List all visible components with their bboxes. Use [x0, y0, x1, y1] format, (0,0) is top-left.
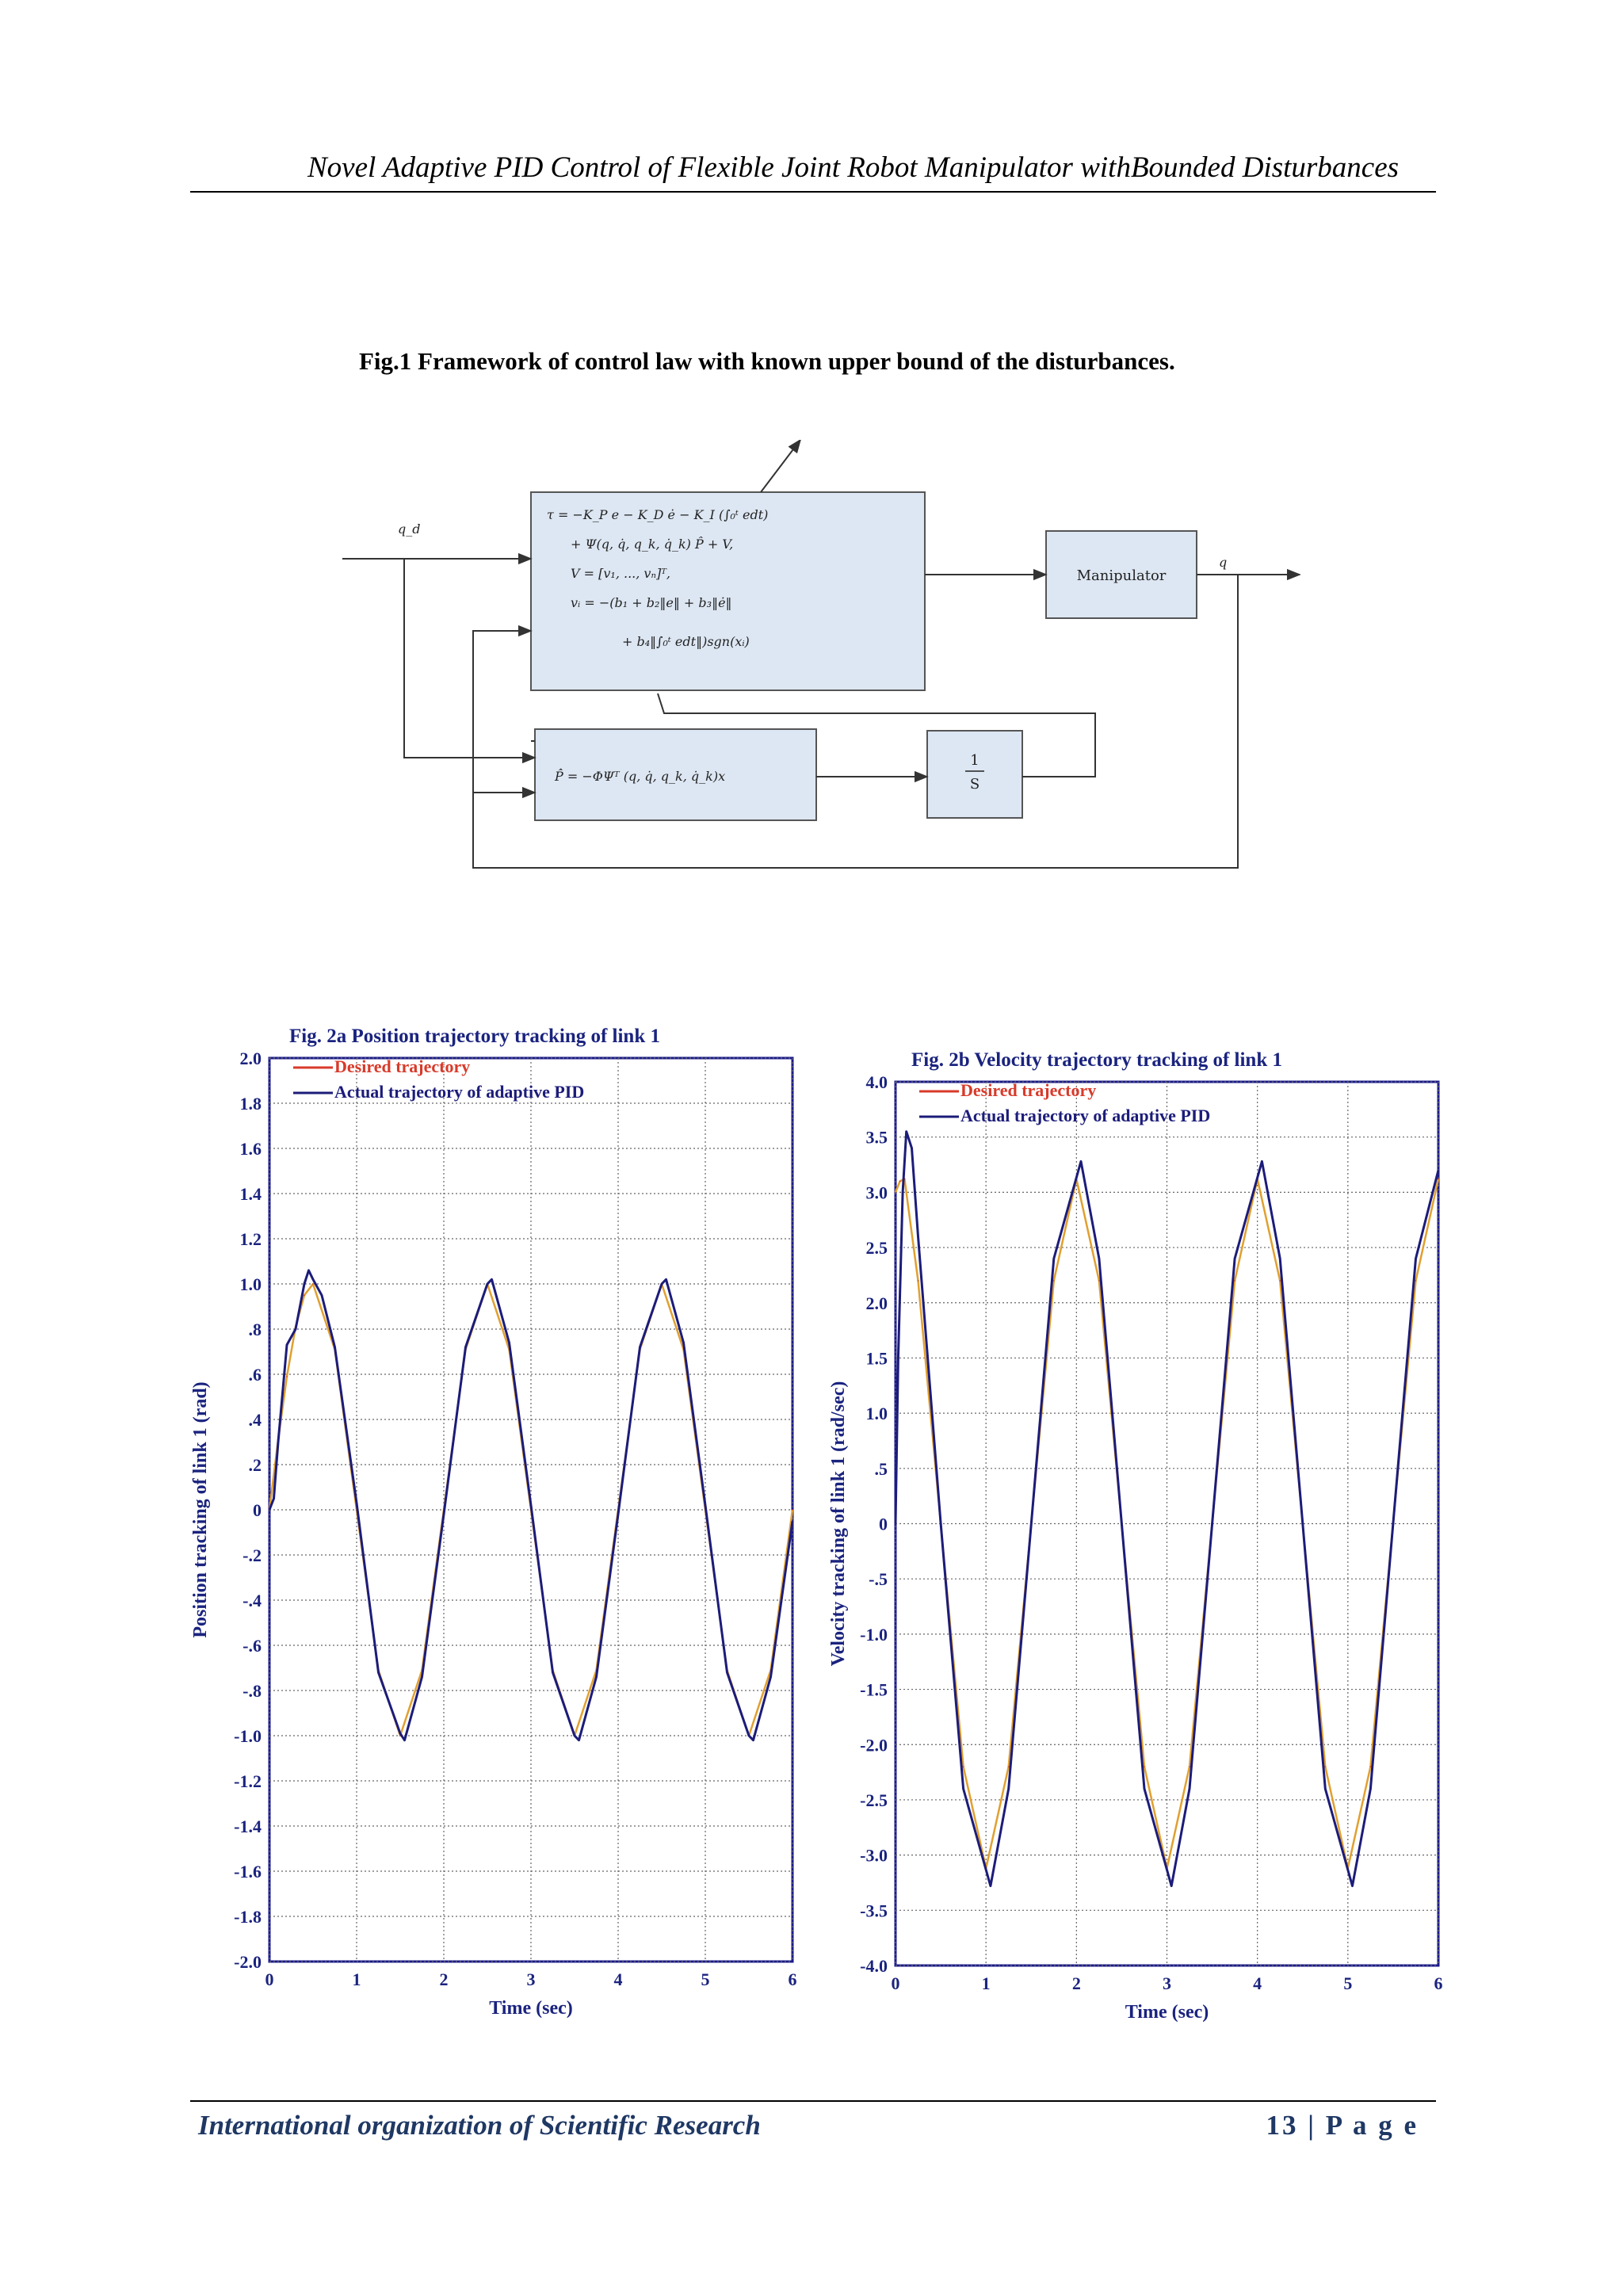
data-point: [705, 1505, 706, 1507]
output-feedback-controller: [473, 631, 531, 793]
data-point: [1279, 1280, 1281, 1282]
legend-label: Desired trajectory: [960, 1080, 1097, 1100]
x-tick-label: 0: [265, 1969, 274, 1989]
x-tick-label: 4: [613, 1969, 623, 1989]
x-tick-label: 2: [439, 1969, 449, 1989]
y-tick-label: -4.0: [860, 1956, 888, 1976]
controller-line-2: + Ψ(q, q̇, q_k, q̇_k) P̂ + V,: [571, 537, 734, 552]
data-point: [727, 1671, 728, 1673]
data-point: [1212, 1523, 1213, 1525]
x-tick-label: 6: [788, 1969, 797, 1989]
data-point: [1008, 1788, 1010, 1790]
y-tick-label: -3.0: [860, 1845, 888, 1866]
data-point: [308, 1270, 310, 1271]
data-point: [304, 1283, 305, 1285]
data-point: [321, 1294, 323, 1296]
data-point: [1415, 1258, 1417, 1259]
data-point: [1370, 1766, 1372, 1767]
data-point: [1324, 1766, 1326, 1767]
data-point: [898, 1358, 899, 1359]
integrator-denominator: S: [969, 776, 980, 793]
data-point: [792, 1520, 793, 1522]
data-point: [552, 1671, 554, 1673]
integrator-block: [927, 731, 1022, 818]
y-tick-label: 1.2: [239, 1229, 262, 1249]
y-tick-label: -.4: [242, 1591, 262, 1610]
integrator-numerator: 1: [970, 752, 980, 769]
data-point: [269, 1509, 270, 1511]
data-point: [1098, 1258, 1100, 1259]
data-point: [753, 1740, 754, 1741]
running-header-title: Novel Adaptive PID Control of Flexible Joint Robot Manipulator withBounded Disturbances: [307, 151, 1400, 184]
y-tick-label: -1.5: [860, 1679, 888, 1700]
data-point: [666, 1279, 667, 1281]
x-tick-label: 2: [1071, 1973, 1081, 1993]
y-tick-label: .2: [248, 1455, 262, 1475]
data-point: [273, 1498, 275, 1499]
figure1-caption: Fig.1 Framework of control law with known upper bound of the disturbances.: [359, 347, 1175, 375]
data-point: [918, 1280, 919, 1282]
x-tick-label: 5: [1343, 1973, 1353, 1993]
data-point: [1262, 1161, 1263, 1163]
y-tick-label: 4.0: [865, 1072, 888, 1092]
y-tick-label: 2.5: [865, 1238, 888, 1259]
data-point: [286, 1344, 288, 1346]
data-point: [902, 1192, 903, 1194]
y-tick-label: .4: [248, 1410, 262, 1430]
data-point: [940, 1523, 941, 1525]
x-tick-label: 3: [526, 1969, 536, 1989]
y-tick-label: -1.0: [860, 1624, 888, 1645]
data-point: [1098, 1280, 1100, 1282]
data-point: [404, 1740, 406, 1741]
data-point: [487, 1283, 488, 1285]
y-tick-label: 1.4: [239, 1184, 262, 1204]
y-tick-label: -.5: [869, 1569, 888, 1590]
data-point: [1234, 1280, 1235, 1282]
data-point: [683, 1342, 685, 1343]
data-point: [1008, 1766, 1010, 1767]
data-point: [312, 1283, 314, 1285]
x-tick-label: 1: [352, 1969, 361, 1989]
data-point: [640, 1347, 641, 1348]
y-tick-label: 1.0: [865, 1404, 888, 1424]
data-point: [1189, 1788, 1190, 1790]
controller-line-4: vᵢ = −(b₁ + b₂‖e‖ + b₃‖ė‖: [571, 595, 732, 610]
x-axis-label: Time (sec): [1125, 2002, 1209, 2023]
data-point: [1144, 1788, 1145, 1790]
data-point: [918, 1236, 919, 1237]
data-point: [1144, 1766, 1145, 1767]
input-label: q_d: [398, 521, 421, 537]
data-point: [895, 1192, 896, 1194]
data-point: [899, 1181, 901, 1182]
data-point: [579, 1740, 580, 1741]
y-tick-label: -1.4: [234, 1817, 262, 1836]
data-point: [465, 1347, 467, 1348]
data-point: [286, 1376, 288, 1377]
y-tick-label: 0: [879, 1514, 888, 1534]
data-point: [399, 1733, 401, 1734]
y-axis-label: Position tracking of link 1 (rad): [190, 1381, 211, 1638]
data-point: [295, 1328, 296, 1330]
data-point: [312, 1279, 314, 1281]
y-tick-label: 3.5: [865, 1127, 888, 1148]
y-tick-label: 1.5: [865, 1348, 888, 1369]
data-point: [895, 1523, 896, 1525]
data-point: [277, 1442, 279, 1443]
data-point: [1053, 1280, 1055, 1282]
data-point: [422, 1676, 423, 1678]
controller-line-3: V = [v₁, ..., vₙ]ᵀ,: [571, 566, 670, 581]
footer-page-number: 13 | P a g e: [1266, 2110, 1419, 2141]
y-tick-label: .6: [248, 1365, 262, 1385]
adaptation-law: P̂̇ = −ΦΨᵀ (q, q̇, q_k, q̇_k)x: [555, 769, 726, 784]
output-label: q: [1219, 555, 1228, 570]
data-point: [491, 1279, 493, 1281]
y-tick-label: 1.8: [239, 1094, 262, 1114]
data-point: [617, 1514, 619, 1515]
data-point: [304, 1294, 305, 1296]
data-point: [990, 1885, 991, 1887]
qd-to-adaptation: [404, 559, 535, 758]
data-point: [911, 1148, 913, 1149]
y-tick-label: -1.6: [234, 1862, 262, 1881]
y-tick-label: -2.5: [860, 1790, 888, 1810]
data-point: [1121, 1523, 1123, 1525]
data-point: [1279, 1258, 1281, 1259]
y-tick-label: .8: [248, 1320, 262, 1339]
x-tick-label: 0: [891, 1973, 900, 1993]
y-tick-label: -3.5: [860, 1901, 888, 1921]
footer-publisher: International organization of Scientific Research: [198, 2110, 761, 2141]
legend-label: Desired trajectory: [334, 1056, 471, 1076]
data-point: [770, 1676, 772, 1678]
chart-position-tracking: [182, 1018, 800, 2045]
chart-title: Fig. 2b Velocity trajectory tracking of link 1: [911, 1049, 1282, 1071]
x-tick-label: 3: [1163, 1973, 1171, 1993]
data-point: [748, 1735, 750, 1736]
data-point: [1324, 1788, 1326, 1790]
data-point: [1080, 1161, 1082, 1163]
y-tick-label: 0: [253, 1500, 262, 1520]
controller-line-1: τ = −K_P e − K_D ė − K_I (∫₀ᵗ edt): [547, 507, 769, 522]
footer-rule: [190, 2100, 1436, 2102]
legend-label: Actual trajectory of adaptive PID: [960, 1106, 1211, 1125]
data-point: [1234, 1258, 1235, 1259]
y-tick-label: 2.0: [239, 1049, 262, 1068]
data-point: [1053, 1258, 1055, 1259]
x-tick-label: 1: [981, 1973, 991, 1993]
data-point: [1438, 1179, 1439, 1180]
legend-label: Actual trajectory of adaptive PID: [334, 1082, 585, 1102]
y-tick-label: -2.0: [860, 1735, 888, 1755]
chart-velocity-tracking: [820, 1042, 1446, 2045]
y-tick-label: -1.8: [234, 1907, 262, 1927]
data-point: [509, 1342, 510, 1343]
manipulator-label: Manipulator: [1076, 567, 1167, 584]
x-tick-label: 4: [1253, 1973, 1262, 1993]
data-point: [1370, 1788, 1372, 1790]
data-point: [378, 1671, 380, 1673]
y-tick-label: 1.6: [239, 1139, 262, 1159]
y-tick-label: -.6: [242, 1636, 262, 1656]
data-point: [963, 1766, 964, 1767]
y-tick-label: -2.0: [234, 1952, 262, 1972]
data-point: [906, 1131, 907, 1133]
y-tick-label: 3.0: [865, 1182, 888, 1203]
data-point: [1189, 1766, 1190, 1767]
chart-title: Fig. 2a Position trajectory tracking of link 1: [289, 1026, 660, 1047]
x-tick-label: 6: [1434, 1973, 1443, 1993]
header-rule: [190, 191, 1436, 193]
x-tick-label: 5: [701, 1969, 710, 1989]
data-point: [963, 1788, 964, 1790]
data-point: [443, 1514, 445, 1515]
y-tick-label: 1.0: [239, 1274, 262, 1294]
y-tick-label: -.8: [242, 1681, 262, 1701]
control-block-diagram: [333, 440, 1316, 884]
data-point: [1302, 1523, 1304, 1525]
y-tick-label: -.2: [242, 1545, 262, 1565]
data-point: [356, 1503, 357, 1504]
y-tick-label: -1.0: [234, 1726, 262, 1746]
data-point: [1030, 1523, 1032, 1525]
data-point: [596, 1676, 598, 1678]
data-point: [1352, 1885, 1354, 1887]
data-point: [530, 1505, 532, 1507]
data-point: [661, 1283, 663, 1285]
data-point: [574, 1735, 575, 1736]
x-axis-label: Time (sec): [489, 1998, 573, 2019]
y-axis-label: Velocity tracking of link 1 (rad/sec): [828, 1381, 849, 1667]
controller-up-arrow: [761, 440, 800, 492]
y-tick-label: -1.2: [234, 1771, 262, 1791]
data-point: [1170, 1885, 1172, 1887]
data-point: [1438, 1170, 1439, 1171]
data-point: [792, 1509, 793, 1511]
y-tick-label: 2.0: [865, 1293, 888, 1313]
data-point: [334, 1347, 336, 1348]
data-point: [1415, 1280, 1417, 1282]
controller-line-5: + b₄‖∫₀ᵗ edt‖)sgn(xᵢ): [622, 634, 750, 649]
y-tick-label: .5: [874, 1458, 888, 1479]
data-point: [1392, 1523, 1394, 1525]
